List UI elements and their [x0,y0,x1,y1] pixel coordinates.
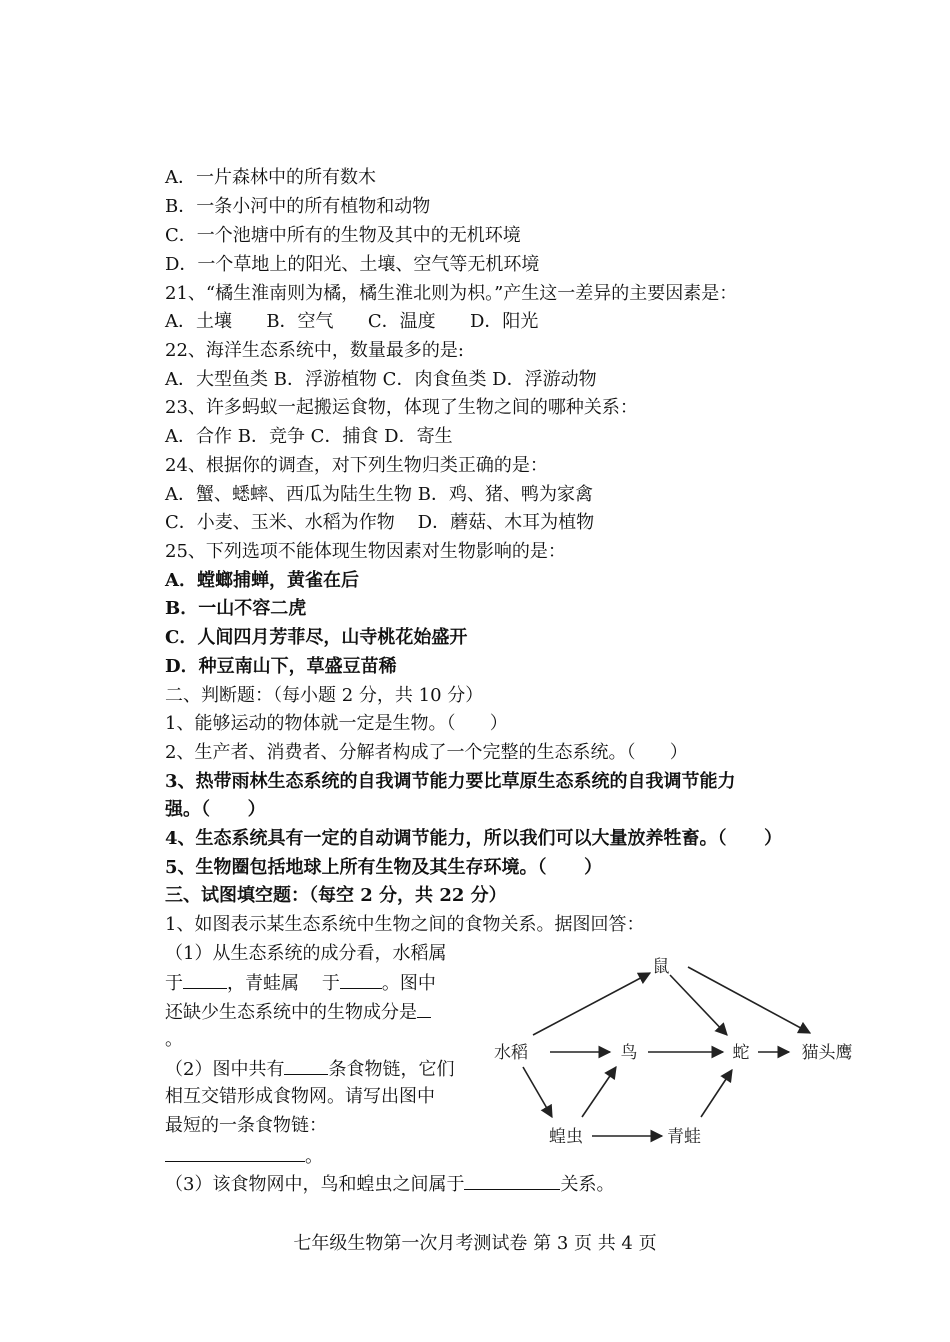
s3-p1-c: 还缺少生态系统中的生物成分是 [165,1002,417,1023]
answer-blank-relation[interactable] [464,1171,560,1190]
q24-options-ab: A．蟹、蟋蟀、西瓜为陆生生物 B．鸡、猪、鸭为家禽 [165,484,593,505]
s3-p1-line-c [165,999,431,1025]
q20-option-a: A．一片森林中的所有数木 [165,167,376,188]
node-snake: 蛇 [732,1043,750,1063]
s3-p1-line-d: 。 [165,1029,183,1050]
judge-item-5: 5、生物圈包括地球上所有生物及其生存环境。（ ） [165,857,603,878]
answer-blank-frog[interactable] [340,970,382,989]
s3-p2-line-b: 相互交错形成食物网。请写出图中 [165,1086,435,1107]
judge-item-2: 2、生产者、消费者、分解者构成了一个完整的生态系统。（ ） [165,742,688,763]
s3-p1-b3: 。图中 [381,973,436,994]
judge-item-3: 3、热带雨林生态系统的自我调节能力要比草原生态系统的自我调节能力 [165,771,736,792]
s3-p2-a1: （2）图中共有 [165,1059,285,1080]
node-rice: 水稻 [494,1043,528,1063]
food-web-diagram [478,945,878,1160]
q20-option-d: D．一个草地上的阳光、土壤、空气等无机环境 [165,254,540,275]
s3-p2-d: 。 [305,1146,323,1167]
arrow-locust-bird [582,1067,616,1117]
q25-option-a: A．螳螂捕蝉，黄雀在后 [165,570,359,591]
answer-blank-chain-count[interactable] [284,1056,328,1075]
node-bird: 鸟 [620,1043,638,1063]
section2-heading: 二、判断题：（每小题 2 分，共 10 分） [165,685,484,706]
q20-option-b: B．一条小河中的所有植物和动物 [165,196,431,217]
arrow-rice-locust [523,1067,552,1117]
s3-p2-a2: 条食物链，它们 [328,1059,455,1080]
judge-item-1: 1、能够运动的物体就一定是生物。（ ） [165,713,508,734]
q23-stem: 23、许多蚂蚁一起搬运食物，体现了生物之间的哪种关系： [165,397,638,418]
q23-options: A．合作 B．竞争 C．捕食 D．寄生 [165,426,453,447]
s3-p1-line-a: （1）从生态系统的成分看，水稻属 [165,943,447,964]
answer-blank-rice[interactable] [183,970,227,989]
s3-p1-b2: ，青蛙属 于 [227,973,340,994]
s3-p3-2: 关系。 [560,1174,615,1195]
arrow-rice-mouse [533,973,650,1035]
s3-q1-stem: 1、如图表示某生态系统中生物之间的食物关系。据图回答： [165,914,645,935]
node-locust: 蝗虫 [549,1127,583,1147]
node-frog: 青蛙 [667,1127,701,1147]
q21-options: A．土壤 B．空气 C．温度 D．阳光 [165,311,539,332]
q25-option-c: C．人间四月芳菲尽，山寺桃花始盛开 [165,627,468,648]
node-mouse: 鼠 [652,957,670,977]
s3-p1-b1: 于 [165,973,183,994]
judge-item-4: 4、生态系统具有一定的自动调节能力，所以我们可以大量放养牲畜。（ ） [165,828,783,849]
q24-stem: 24、根据你的调查，对下列生物归类正确的是： [165,455,548,476]
q25-option-b: B．一山不容二虎 [165,598,307,619]
q22-stem: 22、海洋生态系统中，数量最多的是: [165,340,464,361]
s3-p3-1: （3）该食物网中，鸟和蝗虫之间属于 [165,1174,465,1195]
s3-p2-line-a [165,1056,454,1082]
answer-blank-missing[interactable] [417,999,431,1018]
q25-option-d: D．种豆南山下，草盛豆苗稀 [165,656,397,677]
section3-heading: 三、试图填空题：（每空 2 分，共 22 分） [165,885,507,906]
page-footer: 七年级生物第一次月考测试卷 第 3 页 共 4 页 [293,1233,657,1254]
s3-p2-line-d [165,1143,323,1169]
s3-p2-line-c: 最短的一条食物链： [165,1115,327,1136]
node-owl: 猫头鹰 [801,1043,853,1063]
q22-options: A．大型鱼类 B．浮游植物 C．肉食鱼类 D．浮游动物 [165,369,597,390]
q24-options-cd: C．小麦、玉米、水稻为作物 D．蘑菇、木耳为植物 [165,512,595,533]
arrow-mouse-owl [688,967,810,1033]
q20-option-c: C．一个池塘中所有的生物及其中的无机环境 [165,225,521,246]
arrow-frog-snake [701,1070,732,1117]
s3-p3-line [165,1171,614,1197]
q25-stem: 25、下列选项不能体现生物因素对生物影响的是： [165,541,566,562]
answer-blank-shortest-chain[interactable] [165,1143,305,1162]
q21-stem: 21、“橘生淮南则为橘，橘生淮北则为枳。”产生这一差异的主要因素是： [165,283,738,304]
s3-p1-line-b [165,970,436,996]
judge-item-3-cont: 强。（ ） [165,799,266,820]
